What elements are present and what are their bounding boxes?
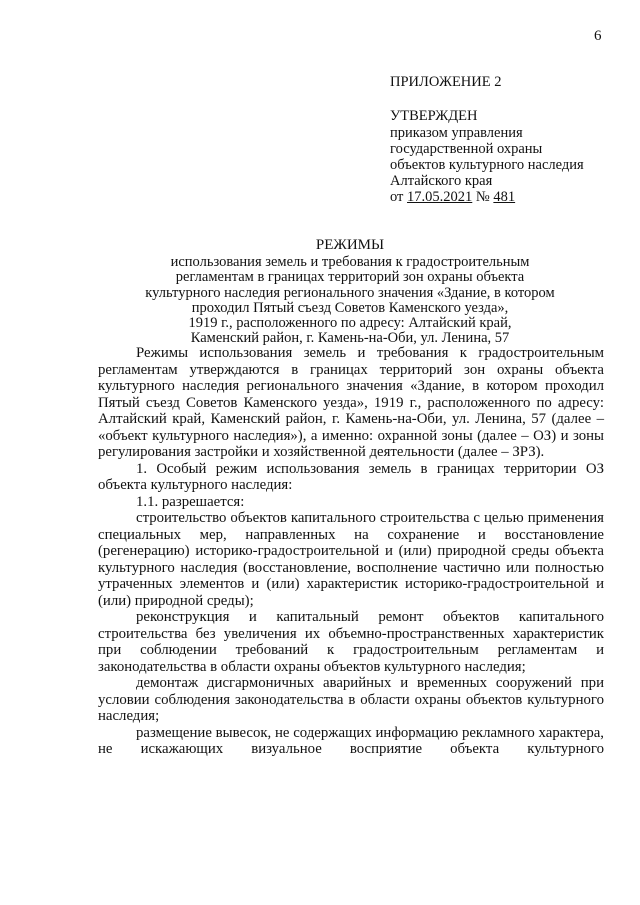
approval-line: приказом управления	[390, 125, 523, 141]
page-number: 6	[594, 28, 602, 44]
title-line: использования земель и требования к градостроительным	[170, 254, 530, 271]
approval-line: объектов культурного наследия	[390, 157, 584, 173]
body-paragraph: демонтаж дисгармоничных аварийных и временных сооружений при условии соблюдения законодательства в области охраны объектов культурного наследия;	[98, 675, 604, 724]
title-line: 1919 г., расположенного по адресу: Алтайский край,	[188, 315, 512, 332]
date-prefix: от	[390, 189, 404, 205]
appendix-label: ПРИЛОЖЕНИЕ 2	[390, 74, 502, 90]
document-title	[90, 238, 610, 346]
approval-block	[390, 74, 584, 205]
approval-number: 481	[493, 189, 516, 205]
approval-date-line	[390, 189, 584, 205]
body-paragraph: 1. Особый режим использования земель в границах территории ОЗ объекта культурного наследия:	[98, 460, 604, 493]
title-line: проходил Пятый съезд Советов Каменского уезда»,	[191, 299, 509, 316]
document-body	[98, 345, 604, 758]
approved-heading: УТВЕРЖДЕН	[390, 108, 478, 124]
title-line: регламентам в границах территорий зон охраны объекта	[175, 269, 525, 286]
approval-line: Алтайского края	[390, 173, 493, 189]
approval-date: 17.05.2021	[407, 189, 473, 205]
number-prefix: №	[475, 189, 490, 205]
approval-line: государственной охраны	[390, 141, 543, 157]
body-paragraph: Режимы использования земель и требования к градостроительным регламентам утверждаются в границах территорий зон охраны объекта культурного наследия регионального значения «Здание, в котором проходил Пятый съезд Советов Каменского уезда», 1919 г., расположенного по адресу: Алтайский край, Каменский район, г. Камень-на-Оби, ул. Ленина, 57 (далее – «объект культурного наследия»), а именно: охранной зоны (далее – ОЗ) и зоны регулирования застройки и хозяйственной деятельности (далее – ЗРЗ).	[98, 345, 604, 460]
title-line: культурного наследия регионального значения «Здание, в котором	[145, 284, 555, 301]
title-line: Каменский район, г. Камень-на-Оби, ул. Ленина, 57	[190, 330, 510, 347]
body-paragraph: реконструкция и капитальный ремонт объектов капитального строительства без увеличения их объемно-пространственных характеристик при соблюдении требований к градостроительным регламентам и законодательства в области охраны объектов культурного наследия;	[98, 609, 604, 675]
body-paragraph: строительство объектов капитального строительства с целью применения специальных мер, направленных на сохранение и восстановление (регенерацию) историко-градостроительной и (или) природной среды объекта культурного наследия (восстановление, восполнение частично или полностью утраченных элементов и (или) характеристик историко-градостроительной и (или) природной среды);	[98, 510, 604, 609]
title-main: РЕЖИМЫ	[315, 237, 385, 253]
body-paragraph: размещение вывесок, не содержащих информацию рекламного характера, не искажающих визуальное восприятие объекта культурного	[98, 724, 604, 757]
body-paragraph: 1.1. разрешается:	[136, 493, 245, 510]
